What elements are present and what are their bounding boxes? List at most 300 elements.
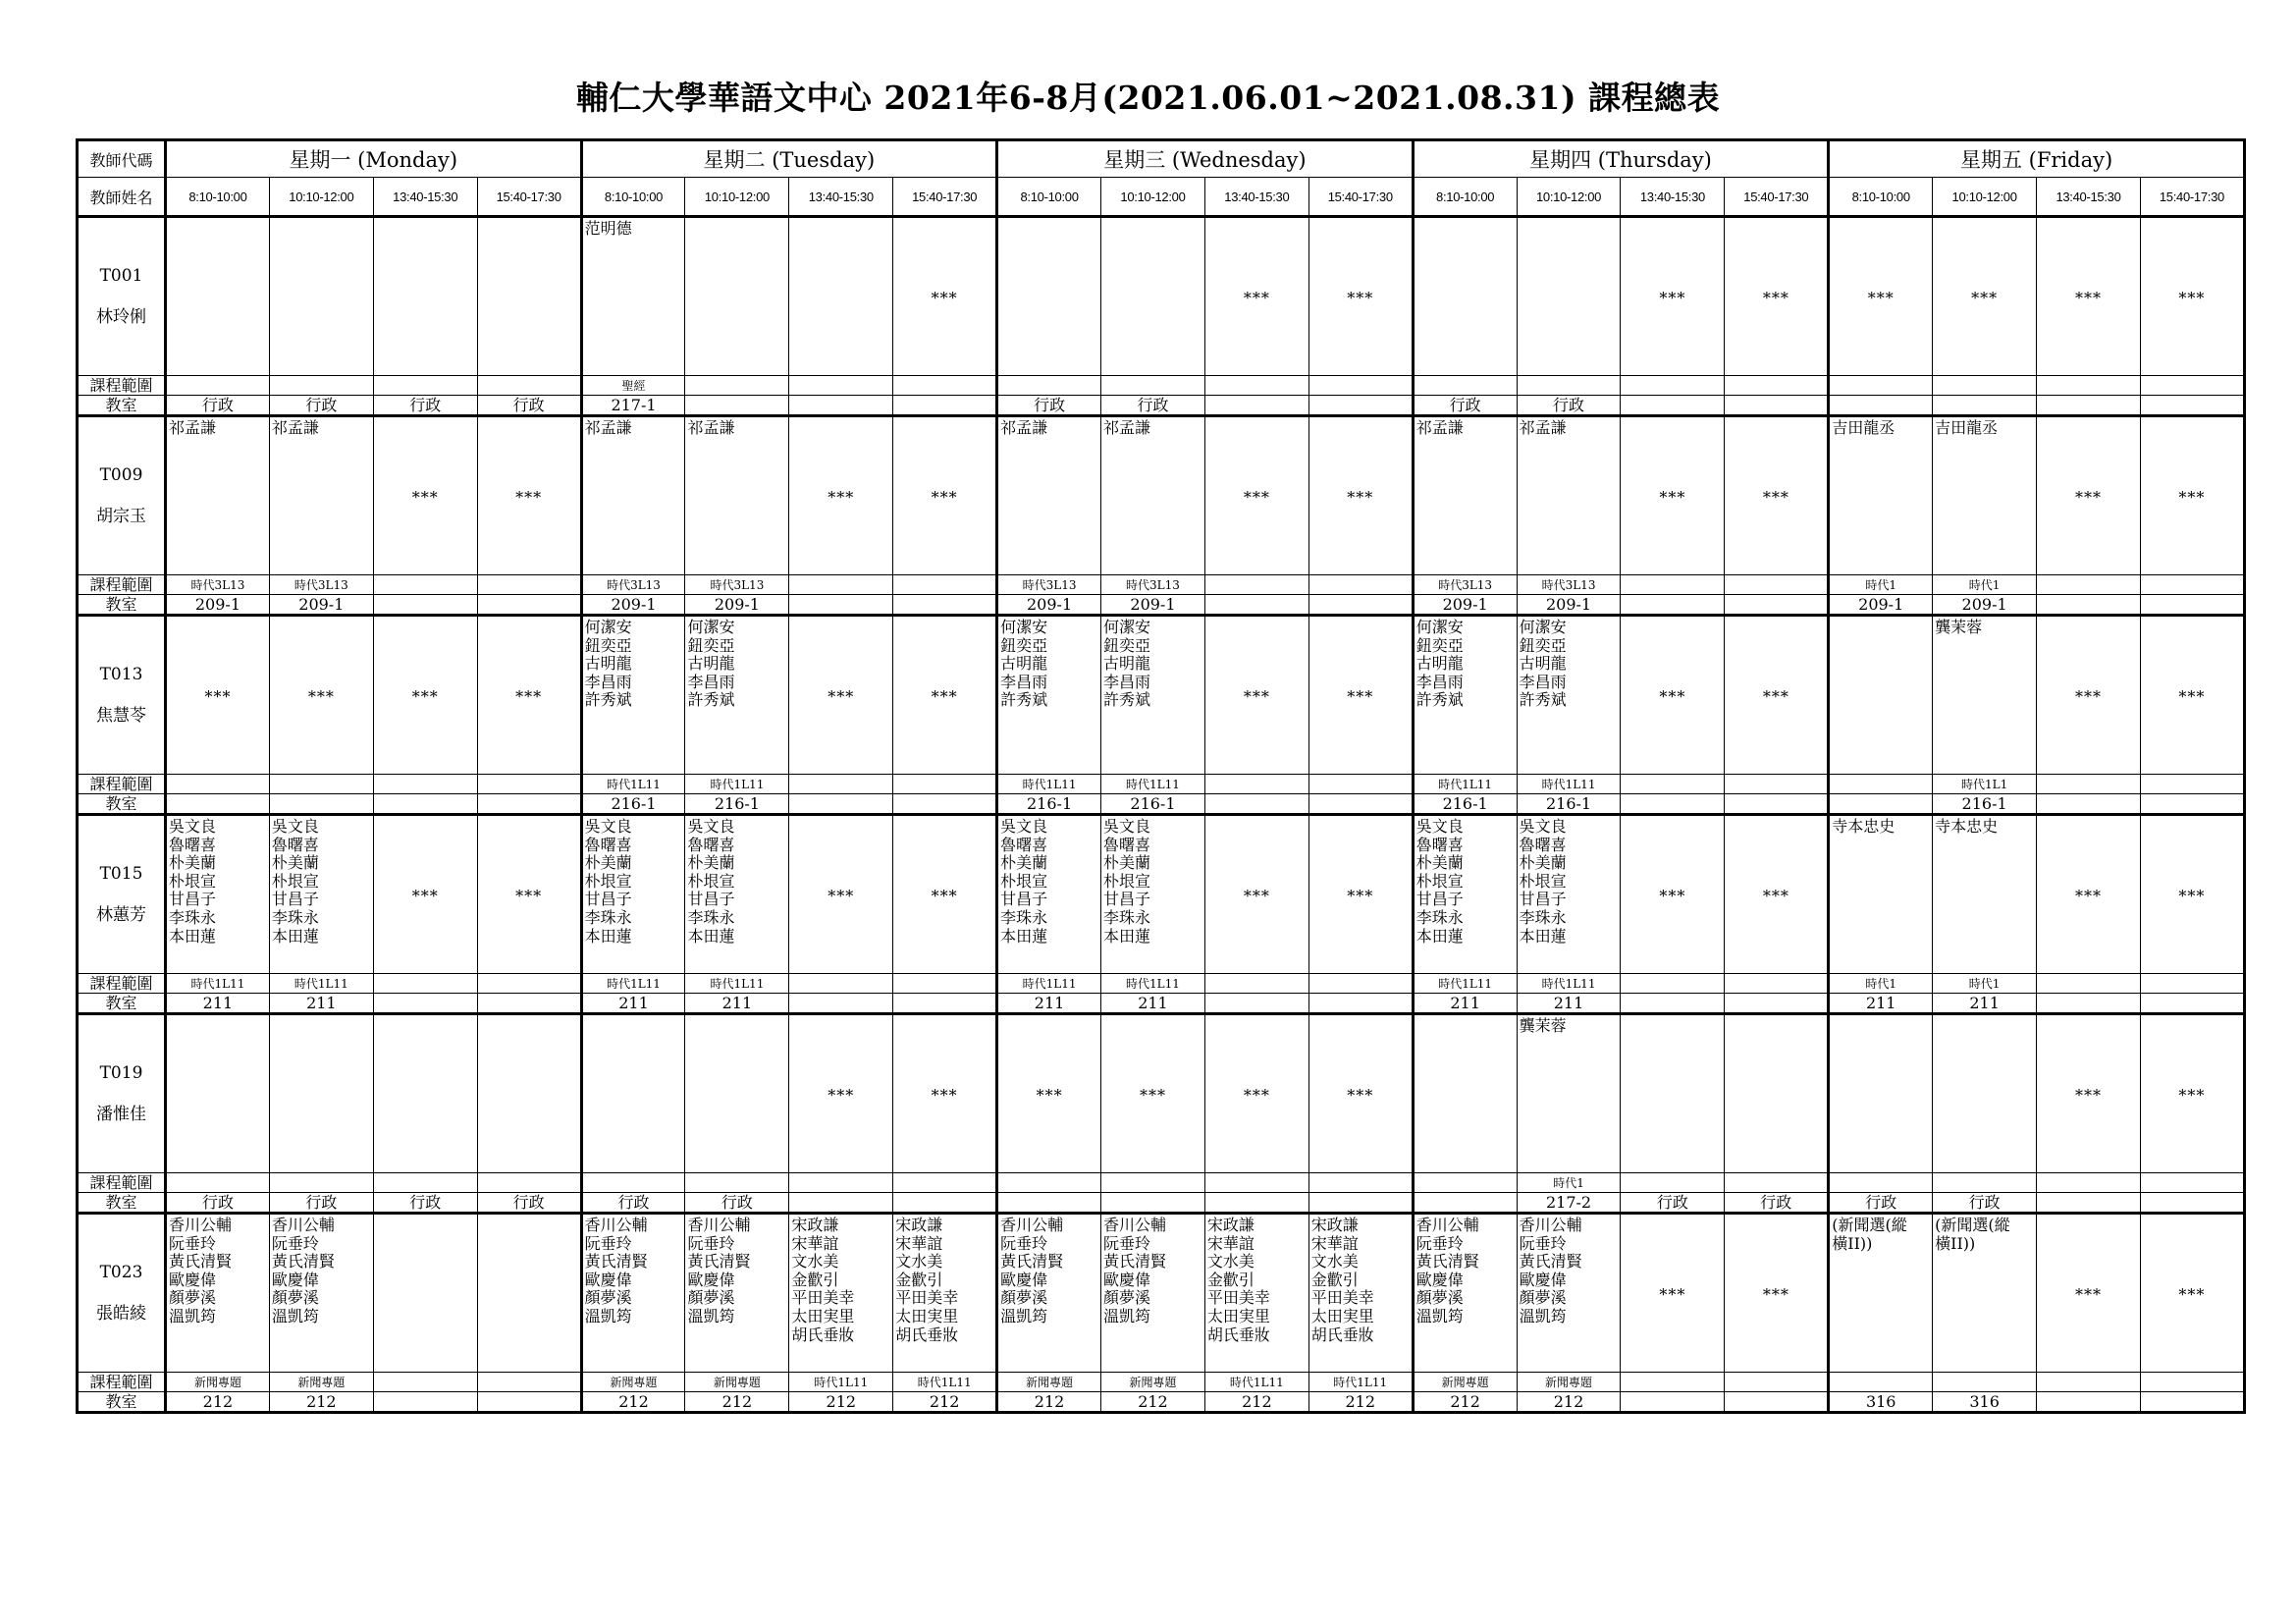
schedule-cell: 祁孟謙 (269, 416, 373, 575)
classroom-cell (477, 595, 581, 616)
classroom-cell (477, 994, 581, 1014)
schedule-cell (685, 1014, 789, 1173)
page-title: 輔仁大學華語文中心 2021年6-8月(2021.06.01~2021.08.31) 課程總表 (575, 79, 1721, 117)
course-range-row (78, 1173, 2245, 1193)
classroom-cell: 行政 (1933, 1193, 2037, 1214)
course-range-cell (373, 376, 477, 396)
time-slot-header: 10:10-12:00 (685, 178, 789, 217)
schedule-cell: *** (2140, 416, 2244, 575)
time-slot-header: 8:10-10:00 (1413, 178, 1517, 217)
course-range-cell (477, 1373, 581, 1392)
schedule-cell (1413, 217, 1517, 376)
schedule-cell (1517, 217, 1621, 376)
schedule-cell: 吉田龍丞 (1829, 416, 1933, 575)
classroom-cell: 216-1 (1413, 794, 1517, 815)
course-range-row (78, 376, 2245, 396)
classroom-cell: 316 (1933, 1392, 2037, 1413)
schedule-cell: *** (1308, 815, 1413, 974)
teacher-row (78, 217, 2245, 376)
classroom-cell: 211 (685, 994, 789, 1014)
classroom-cell (2140, 1193, 2244, 1214)
course-range-cell (1621, 376, 1725, 396)
course-range-cell (789, 376, 893, 396)
schedule-cell: *** (373, 815, 477, 974)
course-range-row (78, 974, 2245, 994)
course-range-cell (477, 775, 581, 794)
classroom-cell: 216-1 (1517, 794, 1621, 815)
classroom-cell: 行政 (1829, 1193, 1933, 1214)
course-range-cell (269, 775, 373, 794)
schedule-cell: *** (789, 416, 893, 575)
course-range-cell (1517, 376, 1621, 396)
teacher-code: T001 (99, 266, 143, 286)
course-range-cell (1308, 974, 1413, 994)
course-range-cell (2140, 1173, 2244, 1193)
course-range-cell (373, 1173, 477, 1193)
course-range-cell (2140, 575, 2244, 595)
classroom-label: 教室 (78, 1193, 166, 1214)
schedule-cell: *** (2037, 1014, 2141, 1173)
schedule-cell: *** (789, 815, 893, 974)
classroom-cell (2037, 1392, 2141, 1413)
classroom-cell: 209-1 (581, 595, 685, 616)
time-slot-header: 13:40-15:30 (2037, 178, 2141, 217)
classroom-cell: 209-1 (1413, 595, 1517, 616)
course-range-label: 課程範圍 (78, 775, 166, 794)
schedule-cell: 宋政謙 宋華誼 文水美 金歡引 平田美幸 太田実里 胡氏垂妝 (1204, 1214, 1308, 1373)
schedule-cell: *** (893, 416, 997, 575)
classroom-cell (1308, 994, 1413, 1014)
schedule-cell: *** (789, 1014, 893, 1173)
course-range-cell (166, 775, 270, 794)
course-range-cell: 時代1L11 (1413, 775, 1517, 794)
day-header-monday: 星期一 (Monday) (166, 140, 582, 178)
course-range-row (78, 775, 2245, 794)
schedule-cell: *** (373, 616, 477, 775)
classroom-cell: 212 (581, 1392, 685, 1413)
schedule-cell (1621, 1014, 1725, 1173)
classroom-cell (1725, 794, 1829, 815)
course-range-cell (1829, 376, 1933, 396)
day-header-row (78, 140, 2245, 178)
classroom-row (78, 1392, 2245, 1413)
course-range-cell: 時代1L11 (1101, 775, 1205, 794)
schedule-cell: 香川公輔 阮垂玲 黃氏清賢 歐慶偉 顏夢溪 溫凱筠 (1517, 1214, 1621, 1373)
teacher-code-header: 教師代碼 (78, 140, 166, 178)
classroom-cell (1621, 794, 1725, 815)
schedule-cell (1725, 1014, 1829, 1173)
course-range-cell (1725, 575, 1829, 595)
classroom-row (78, 794, 2245, 815)
classroom-cell: 行政 (166, 1193, 270, 1214)
classroom-cell (373, 595, 477, 616)
classroom-cell: 211 (1413, 994, 1517, 1014)
schedule-cell: 范明德 (581, 217, 685, 376)
schedule-cell (477, 1014, 581, 1173)
schedule-cell: 何潔安 鈕奕亞 古明龍 李昌雨 許秀斌 (1517, 616, 1621, 775)
schedule-cell: 何潔安 鈕奕亞 古明龍 李昌雨 許秀斌 (1101, 616, 1205, 775)
schedule-cell: *** (1101, 1014, 1205, 1173)
schedule-cell: *** (2140, 815, 2244, 974)
classroom-cell: 209-1 (269, 595, 373, 616)
schedule-cell (1829, 1014, 1933, 1173)
classroom-cell: 209-1 (1933, 595, 2037, 616)
classroom-label: 教室 (78, 595, 166, 616)
schedule-cell: *** (269, 616, 373, 775)
schedule-cell (477, 217, 581, 376)
time-slot-header: 10:10-12:00 (1933, 178, 2037, 217)
schedule-cell: *** (2140, 1014, 2244, 1173)
classroom-cell: 212 (1101, 1392, 1205, 1413)
course-range-cell (1308, 775, 1413, 794)
course-range-cell: 時代1 (1829, 974, 1933, 994)
classroom-cell: 行政 (1101, 396, 1205, 416)
schedule-cell: 香川公輔 阮垂玲 黃氏清賢 歐慶偉 顏夢溪 溫凱筠 (581, 1214, 685, 1373)
classroom-cell (685, 396, 789, 416)
course-range-cell (2037, 575, 2141, 595)
classroom-cell: 211 (269, 994, 373, 1014)
course-range-cell (2140, 376, 2244, 396)
course-range-cell: 時代3L13 (581, 575, 685, 595)
classroom-label: 教室 (78, 794, 166, 815)
schedule-cell: *** (166, 616, 270, 775)
teacher-name: 張皓綾 (96, 1304, 146, 1324)
schedule-cell: *** (1204, 217, 1308, 376)
day-header-wednesday: 星期三 (Wednesday) (997, 140, 1414, 178)
course-range-cell: 時代1L11 (789, 1373, 893, 1392)
schedule-cell: 吳文良 魯曙喜 朴美蘭 朴垠宣 甘昌子 李珠永 本田蓮 (166, 815, 270, 974)
classroom-cell (1204, 994, 1308, 1014)
schedule-cell: *** (893, 616, 997, 775)
time-slot-header: 13:40-15:30 (1204, 178, 1308, 217)
classroom-cell (2037, 1193, 2141, 1214)
schedule-cell: *** (1621, 815, 1725, 974)
course-range-cell (1829, 1173, 1933, 1193)
course-range-cell (1413, 376, 1517, 396)
schedule-cell: 何潔安 鈕奕亞 古明龍 李昌雨 許秀斌 (581, 616, 685, 775)
schedule-cell: *** (1204, 416, 1308, 575)
course-range-cell: 新聞專題 (269, 1373, 373, 1392)
classroom-cell (1204, 595, 1308, 616)
classroom-cell: 216-1 (1933, 794, 2037, 815)
classroom-cell: 212 (166, 1392, 270, 1413)
classroom-cell: 217-1 (581, 396, 685, 416)
course-range-cell (1204, 376, 1308, 396)
classroom-cell: 216-1 (581, 794, 685, 815)
time-slot-header: 13:40-15:30 (789, 178, 893, 217)
schedule-cell: *** (789, 616, 893, 775)
schedule-cell: *** (1621, 217, 1725, 376)
time-slot-header: 15:40-17:30 (1725, 178, 1829, 217)
schedule-cell (166, 217, 270, 376)
schedule-cell: 寺本忠史 (1829, 815, 1933, 974)
classroom-cell (1933, 396, 2037, 416)
schedule-cell: *** (477, 616, 581, 775)
schedule-cell (269, 217, 373, 376)
classroom-cell: 行政 (1413, 396, 1517, 416)
course-range-cell (1725, 1173, 1829, 1193)
classroom-cell: 行政 (685, 1193, 789, 1214)
schedule-cell: 祁孟謙 (1101, 416, 1205, 575)
schedule-cell (1413, 1014, 1517, 1173)
course-range-cell (166, 1173, 270, 1193)
course-range-cell (2140, 1373, 2244, 1392)
schedule-cell: *** (893, 217, 997, 376)
course-range-row (78, 1373, 2245, 1392)
schedule-cell (373, 1014, 477, 1173)
schedule-cell: *** (1725, 616, 1829, 775)
classroom-cell (1204, 1193, 1308, 1214)
classroom-cell (373, 794, 477, 815)
course-range-cell: 時代3L13 (997, 575, 1101, 595)
classroom-cell (789, 994, 893, 1014)
classroom-cell: 217-2 (1517, 1193, 1621, 1214)
course-range-cell (893, 974, 997, 994)
schedule-cell: *** (997, 1014, 1101, 1173)
course-range-cell (2037, 376, 2141, 396)
course-range-cell (373, 974, 477, 994)
teacher-info (78, 416, 166, 575)
course-range-cell (685, 1173, 789, 1193)
course-range-cell (1933, 1173, 2037, 1193)
classroom-cell (166, 794, 270, 815)
course-range-cell: 時代1L11 (1517, 974, 1621, 994)
classroom-cell (1725, 396, 1829, 416)
course-range-cell (1725, 775, 1829, 794)
classroom-cell: 212 (1204, 1392, 1308, 1413)
classroom-cell: 209-1 (166, 595, 270, 616)
classroom-cell: 216-1 (1101, 794, 1205, 815)
course-range-cell: 時代1 (1933, 575, 2037, 595)
schedule-cell (1101, 217, 1205, 376)
course-range-cell (1725, 1373, 1829, 1392)
teacher-row (78, 416, 2245, 575)
schedule-cell: 香川公輔 阮垂玲 黃氏清賢 歐慶偉 顏夢溪 溫凱筠 (166, 1214, 270, 1373)
schedule-cell: *** (2140, 217, 2244, 376)
schedule-cell: *** (1725, 416, 1829, 575)
time-slot-header: 15:40-17:30 (893, 178, 997, 217)
course-range-cell: 新聞專題 (581, 1373, 685, 1392)
time-slot-header: 8:10-10:00 (166, 178, 270, 217)
schedule-cell: 吳文良 魯曙喜 朴美蘭 朴垠宣 甘昌子 李珠永 本田蓮 (1101, 815, 1205, 974)
schedule-cell: 何潔安 鈕奕亞 古明龍 李昌雨 許秀斌 (997, 616, 1101, 775)
classroom-cell (1413, 1193, 1517, 1214)
time-slot-header: 15:40-17:30 (477, 178, 581, 217)
schedule-cell: 祁孟謙 (1413, 416, 1517, 575)
classroom-cell: 212 (1413, 1392, 1517, 1413)
time-slot-header: 15:40-17:30 (2140, 178, 2244, 217)
teacher-code: T013 (99, 665, 143, 684)
time-slot-header: 8:10-10:00 (997, 178, 1101, 217)
time-slot-header: 8:10-10:00 (1829, 178, 1933, 217)
course-range-cell (1308, 1173, 1413, 1193)
course-range-cell: 時代1L11 (1413, 974, 1517, 994)
course-range-cell: 時代1L11 (997, 974, 1101, 994)
course-range-cell: 時代1L11 (685, 974, 789, 994)
course-range-cell (1413, 1173, 1517, 1193)
classroom-cell (1308, 595, 1413, 616)
schedule-cell (1933, 1014, 2037, 1173)
schedule-cell: *** (1308, 416, 1413, 575)
classroom-cell: 行政 (581, 1193, 685, 1214)
schedule-cell: *** (373, 416, 477, 575)
schedule-cell: 何潔安 鈕奕亞 古明龍 李昌雨 許秀斌 (685, 616, 789, 775)
classroom-cell (1204, 396, 1308, 416)
schedule-cell: *** (2037, 1214, 2141, 1373)
classroom-cell (789, 595, 893, 616)
schedule-cell: *** (1725, 217, 1829, 376)
schedule-cell: 吳文良 魯曙喜 朴美蘭 朴垠宣 甘昌子 李珠永 本田蓮 (997, 815, 1101, 974)
classroom-cell (2037, 396, 2141, 416)
classroom-cell: 212 (685, 1392, 789, 1413)
schedule-cell (373, 1214, 477, 1373)
classroom-cell: 行政 (166, 396, 270, 416)
classroom-cell (2037, 794, 2141, 815)
time-slot-header-row (78, 178, 2245, 217)
schedule-cell (789, 217, 893, 376)
classroom-row (78, 1193, 2245, 1214)
schedule-cell: *** (893, 1014, 997, 1173)
classroom-cell (2037, 595, 2141, 616)
course-range-cell (789, 1173, 893, 1193)
course-range-cell (166, 376, 270, 396)
course-range-cell (1308, 575, 1413, 595)
classroom-cell (477, 1392, 581, 1413)
classroom-cell (2140, 1392, 2244, 1413)
classroom-cell (1308, 1193, 1413, 1214)
classroom-cell (1829, 794, 1933, 815)
schedule-cell: *** (2140, 616, 2244, 775)
classroom-label: 教室 (78, 1392, 166, 1413)
classroom-cell: 209-1 (685, 595, 789, 616)
schedule-cell: *** (2037, 416, 2141, 575)
schedule-cell: 祁孟謙 (685, 416, 789, 575)
classroom-cell: 行政 (269, 1193, 373, 1214)
classroom-cell (1308, 396, 1413, 416)
course-range-cell (269, 1173, 373, 1193)
classroom-cell: 209-1 (997, 595, 1101, 616)
course-range-cell (1829, 1373, 1933, 1392)
schedule-cell: *** (477, 416, 581, 575)
classroom-cell (1725, 1392, 1829, 1413)
schedule-cell: 吳文良 魯曙喜 朴美蘭 朴垠宣 甘昌子 李珠永 本田蓮 (1517, 815, 1621, 974)
course-range-cell (893, 575, 997, 595)
schedule-cell: 宋政謙 宋華誼 文水美 金歡引 平田美幸 太田実里 胡氏垂妝 (1308, 1214, 1413, 1373)
schedule-cell (477, 1214, 581, 1373)
classroom-cell (2037, 994, 2141, 1014)
schedule-cell: *** (1308, 616, 1413, 775)
schedule-cell: *** (893, 815, 997, 974)
course-range-cell: 新聞專題 (1517, 1373, 1621, 1392)
classroom-cell: 211 (581, 994, 685, 1014)
classroom-cell: 216-1 (685, 794, 789, 815)
classroom-cell (789, 794, 893, 815)
classroom-cell: 212 (997, 1392, 1101, 1413)
classroom-cell (269, 794, 373, 815)
course-range-cell: 時代1 (1829, 575, 1933, 595)
course-range-cell (2037, 1173, 2141, 1193)
course-range-cell: 新聞專題 (997, 1373, 1101, 1392)
course-range-cell (685, 376, 789, 396)
time-slot-header: 10:10-12:00 (269, 178, 373, 217)
course-range-cell: 新聞專題 (1101, 1373, 1205, 1392)
classroom-cell: 行政 (373, 396, 477, 416)
classroom-cell: 212 (789, 1392, 893, 1413)
course-range-cell: 時代3L13 (1413, 575, 1517, 595)
teacher-info (78, 1214, 166, 1373)
schedule-cell: *** (2037, 815, 2141, 974)
schedule-cell: 吳文良 魯曙喜 朴美蘭 朴垠宣 甘昌子 李珠永 本田蓮 (581, 815, 685, 974)
classroom-cell: 行政 (477, 1193, 581, 1214)
course-range-cell (1621, 974, 1725, 994)
classroom-cell (1621, 1392, 1725, 1413)
course-range-cell: 時代1L11 (997, 775, 1101, 794)
classroom-label: 教室 (78, 994, 166, 1014)
schedule-cell: 香川公輔 阮垂玲 黃氏清賢 歐慶偉 顏夢溪 溫凱筠 (269, 1214, 373, 1373)
classroom-cell (893, 595, 997, 616)
course-range-cell (477, 376, 581, 396)
schedule-cell: 龔茉蓉 (1517, 1014, 1621, 1173)
course-range-cell: 新聞專題 (685, 1373, 789, 1392)
course-range-cell (477, 575, 581, 595)
classroom-cell (893, 794, 997, 815)
schedule-cell (997, 217, 1101, 376)
teacher-info (78, 1014, 166, 1173)
course-range-cell: 時代1 (1933, 974, 2037, 994)
course-range-cell (1308, 376, 1413, 396)
course-range-cell: 時代3L13 (166, 575, 270, 595)
course-range-cell (1204, 1173, 1308, 1193)
course-range-cell: 時代1L11 (581, 775, 685, 794)
course-range-cell (2037, 775, 2141, 794)
course-range-cell (1621, 775, 1725, 794)
schedule-cell: (新聞選(縱 橫II)) (1829, 1214, 1933, 1373)
schedule-cell: 祁孟謙 (997, 416, 1101, 575)
schedule-cell: *** (1308, 217, 1413, 376)
course-range-cell: 時代1 (1517, 1173, 1621, 1193)
classroom-cell (373, 994, 477, 1014)
course-range-cell (1204, 775, 1308, 794)
classroom-cell (1621, 595, 1725, 616)
schedule-cell: 宋政謙 宋華誼 文水美 金歡引 平田美幸 太田実里 胡氏垂妝 (893, 1214, 997, 1373)
schedule-cell: 香川公輔 阮垂玲 黃氏清賢 歐慶偉 顏夢溪 溫凱筠 (1101, 1214, 1205, 1373)
schedule-cell: *** (1204, 1014, 1308, 1173)
classroom-cell (1725, 595, 1829, 616)
schedule-cell: 宋政謙 宋華誼 文水美 金歡引 平田美幸 太田実里 胡氏垂妝 (789, 1214, 893, 1373)
classroom-cell (477, 794, 581, 815)
classroom-cell: 211 (1829, 994, 1933, 1014)
course-range-cell (581, 1173, 685, 1193)
classroom-cell: 行政 (477, 396, 581, 416)
teacher-name: 林玲俐 (96, 307, 146, 327)
course-range-cell (1204, 575, 1308, 595)
classroom-cell (893, 1193, 997, 1214)
classroom-cell (789, 1193, 893, 1214)
course-range-cell (997, 1173, 1101, 1193)
teacher-name: 胡宗玉 (96, 507, 146, 526)
classroom-cell: 209-1 (1101, 595, 1205, 616)
classroom-cell (1204, 794, 1308, 815)
course-range-label: 課程範圍 (78, 575, 166, 595)
classroom-row (78, 994, 2245, 1014)
course-range-label: 課程範圍 (78, 376, 166, 396)
course-range-cell: 時代1L1 (1933, 775, 2037, 794)
classroom-cell: 行政 (1517, 396, 1621, 416)
schedule-cell: *** (2037, 217, 2141, 376)
classroom-cell (2140, 794, 2244, 815)
schedule-cell: *** (1621, 416, 1725, 575)
schedule-cell (373, 217, 477, 376)
